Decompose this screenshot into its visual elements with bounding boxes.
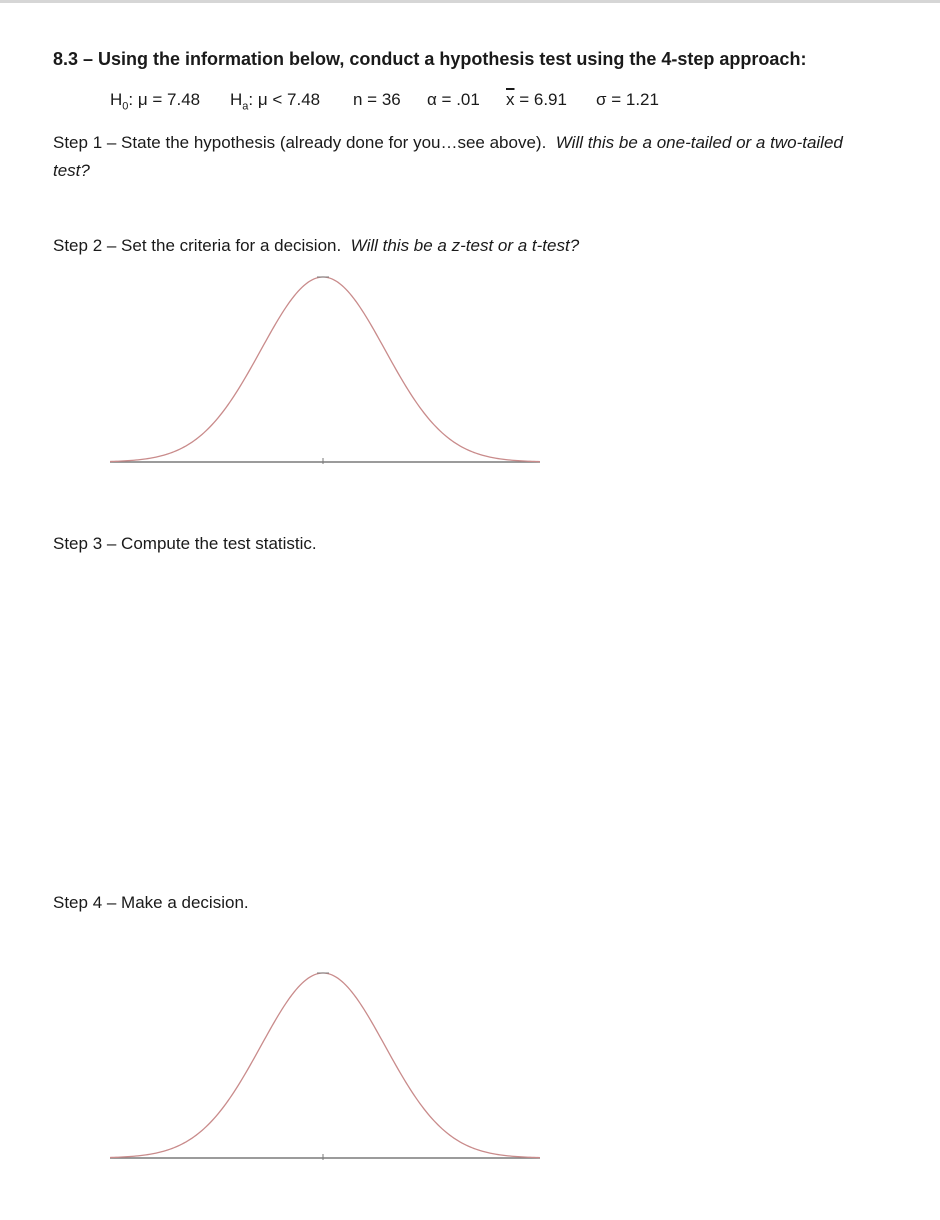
- step2-text: Step 2 – Set the criteria for a decision.: [53, 236, 342, 255]
- normal-curve-step2: [108, 270, 543, 470]
- bell-curve: [110, 277, 540, 462]
- step3-instruction: Step 3 – Compute the test statistic.: [53, 534, 317, 553]
- step2-question: Will this be a z-test or a t-test?: [350, 236, 580, 255]
- step4-instruction: Step 4 – Make a decision.: [53, 893, 249, 912]
- normal-curve-step4: [108, 966, 543, 1166]
- step2-instruction: [53, 236, 579, 256]
- step1-question: Will this be a one-tailed or a two-tailed test?: [53, 133, 843, 180]
- alternative-hypothesis: $H_a$: μ < 7.48: [230, 90, 321, 113]
- population-sd: σ = 1.21: [596, 90, 659, 109]
- bell-curve: [110, 973, 540, 1158]
- page-top-border: [0, 0, 940, 3]
- sample-size: n = 36: [353, 90, 401, 109]
- step1-instruction: [53, 129, 873, 185]
- null-hypothesis: $H_0$: μ = 7.48: [110, 90, 201, 113]
- alpha-level: α = .01: [427, 90, 480, 109]
- step1-text: Step 1 – State the hypothesis (already done for you…see above).: [53, 133, 547, 152]
- sample-mean: $\overline{x} = 6.91$: [506, 90, 567, 109]
- problem-title: 8.3 – Using the information below, conduct a hypothesis test using the 4-step approach:: [53, 49, 807, 69]
